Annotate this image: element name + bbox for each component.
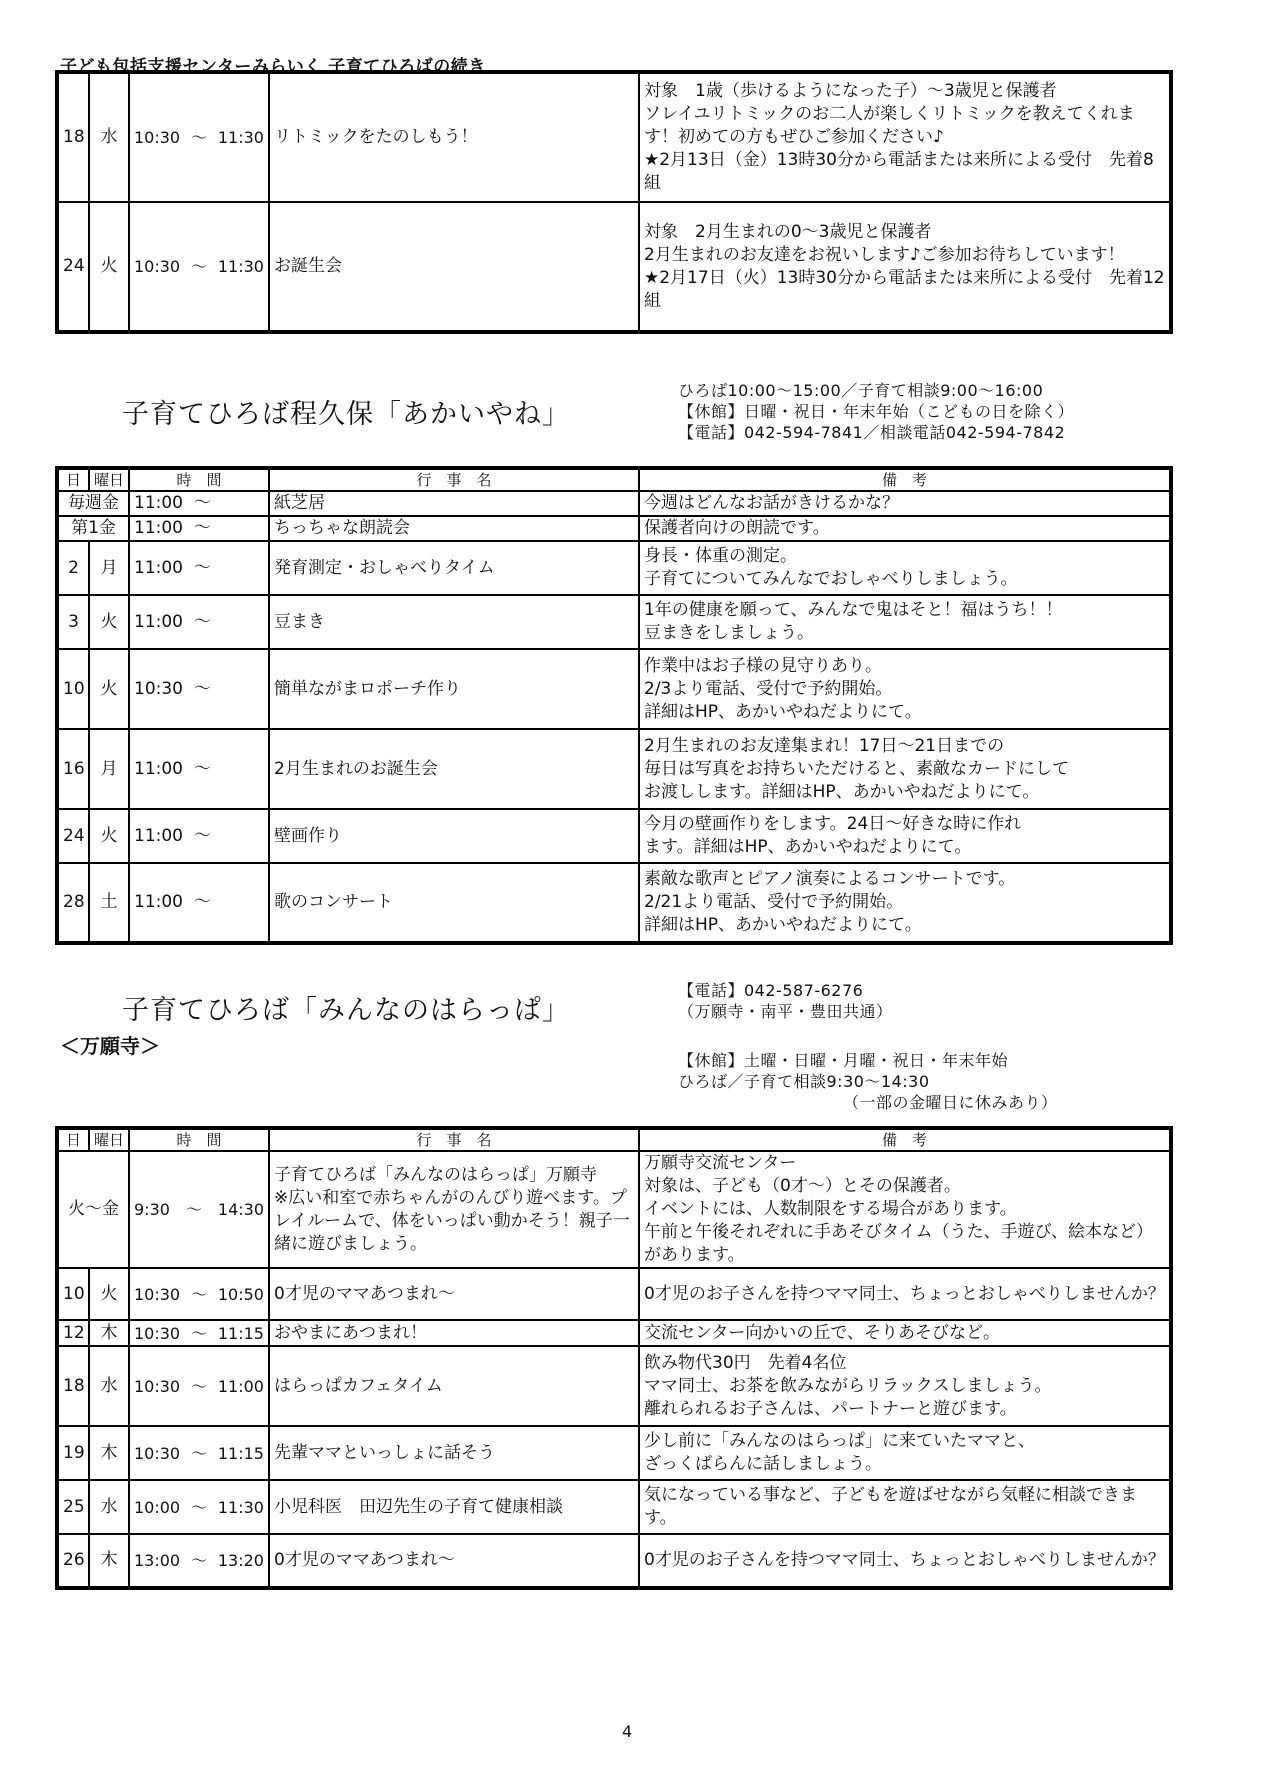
- notes-cell: 今週はどんなお話がきけるかな？: [639, 491, 1171, 516]
- time-cell: 10:30 ～ 11:15: [129, 1320, 269, 1346]
- day-cell: 18: [57, 1346, 89, 1426]
- weekday-cell: 火: [89, 1268, 129, 1320]
- notes-cell: 少し前に「みんなのはらっぱ」に来ていたママと、 ざっくばらんに話しましょう。: [639, 1426, 1171, 1480]
- event-cell: 紙芝居: [269, 491, 639, 516]
- table-row: [57, 1268, 1171, 1320]
- notes-cell: 気になっている事など、子どもを遊ばせながら気軽に相談できます。: [639, 1480, 1171, 1534]
- table-row: [57, 809, 1171, 863]
- table-header-row: [57, 468, 1171, 491]
- notes-cell: 対象 1歳（歩けるようになった子）～3歳児と保護者 ソレイユリトミックのお二人が楽しくリトミックを教えてくれます！初めての方もぜひご参加ください♪ ★2月13日（金）13時30分から電話または来所による受付 先着8組: [639, 72, 1171, 202]
- header-weekday: 曜日: [89, 468, 129, 491]
- time-cell: 9:30 ～ 14:30: [129, 1151, 269, 1268]
- time-cell: 13:00 ～ 13:20: [129, 1534, 269, 1588]
- harappa-title: 子育てひろば「みんなのはらっぱ」: [122, 995, 570, 1026]
- harappa-subtitle: ＜万願寺＞: [60, 1034, 160, 1058]
- weekday-cell: 月: [89, 729, 129, 809]
- header-time: 時 間: [129, 1128, 269, 1151]
- table-row: [57, 1346, 1171, 1426]
- time-cell: 10:00 ～ 11:30: [129, 1480, 269, 1534]
- time-cell: 10:30 ～ 10:50: [129, 1268, 269, 1320]
- table-row: [57, 1151, 1171, 1268]
- weekday-cell: 水: [89, 1346, 129, 1426]
- info-line: 【休館】土曜・日曜・月曜・祝日・年末年始: [678, 1051, 1009, 1070]
- table-row: [57, 729, 1171, 809]
- table-row: [57, 863, 1171, 943]
- continued-schedule-table: [55, 70, 1173, 334]
- table-row: [57, 1534, 1171, 1588]
- notes-cell: 素敵な歌声とピアノ演奏によるコンサートです。 2/21より電話、受付で予約開始。 詳細はHP、あかいやねだよりにて。: [639, 863, 1171, 943]
- time-cell: 11:00 ～: [129, 809, 269, 863]
- weekday-cell: 火: [89, 202, 129, 332]
- event-cell: リトミックをたのしもう！: [269, 72, 639, 202]
- event-cell: 小児科医 田辺先生の子育て健康相談: [269, 1480, 639, 1534]
- time-cell: 10:30 ～ 11:30: [129, 202, 269, 332]
- notes-cell: 作業中はお子様の見守りあり。 2/3より電話、受付で予約開始。 詳細はHP、あかいやねだよりにて。: [639, 649, 1171, 729]
- time-cell: 11:00 ～: [129, 541, 269, 595]
- day-cell: 26: [57, 1534, 89, 1588]
- event-cell: 0才児のママあつまれ～: [269, 1268, 639, 1320]
- notes-cell: 対象 2月生まれの0～3歳児と保護者 2月生まれのお友達をお祝いします♪ご参加お待ちしています！ ★2月17日（火）13時30分から電話または来所による受付 先着12組: [639, 202, 1171, 332]
- notes-cell: 0才児のお子さんを持つママ同士、ちょっとおしゃべりしませんか？: [639, 1268, 1171, 1320]
- table-row: [57, 595, 1171, 649]
- day-cell: 24: [57, 809, 89, 863]
- event-cell: 歌のコンサート: [269, 863, 639, 943]
- day-cell: 25: [57, 1480, 89, 1534]
- regular-label-cell: 毎週金: [57, 491, 129, 516]
- notes-cell: 身長・体重の測定。 子育てについてみんなでおしゃべりしましょう。: [639, 541, 1171, 595]
- table-row: [57, 649, 1171, 729]
- notes-cell: 1年の健康を願って、みんなで鬼はそと！福はうち！！ 豆まきをしましょう。: [639, 595, 1171, 649]
- harappa-schedule-table: [55, 1126, 1173, 1590]
- event-cell: 子育てひろば「みんなのはらっぱ」万願寺 ※広い和室で赤ちゃんがのんびり遊べます。プレイルームで、体をいっぱい動かそう！親子一緒に遊びましょう。: [269, 1151, 639, 1268]
- info-line: 【電話】042-587-6276: [678, 981, 864, 1000]
- harappa-phone-info: [678, 980, 893, 1022]
- event-cell: 発育測定・おしゃべりタイム: [269, 541, 639, 595]
- notes-cell: 今月の壁画作りをします。24日～好きな時に作れ ます。詳細はHP、あかいやねだよりにて。: [639, 809, 1171, 863]
- day-cell: 2: [57, 541, 89, 595]
- time-cell: 10:30 ～ 11:00: [129, 1346, 269, 1426]
- header-notes: 備 考: [639, 468, 1171, 491]
- header-time: 時 間: [129, 468, 269, 491]
- event-cell: 豆まき: [269, 595, 639, 649]
- table-row: [57, 491, 1171, 516]
- time-cell: 10:30 ～: [129, 649, 269, 729]
- event-cell: ちっちゃな朗読会: [269, 516, 639, 541]
- day-cell: 10: [57, 1268, 89, 1320]
- header-notes: 備 考: [639, 1128, 1171, 1151]
- info-line: ひろば10:00～15:00／子育て相談9:00～16:00: [678, 381, 1044, 400]
- day-cell: 16: [57, 729, 89, 809]
- weekday-cell: 火: [89, 809, 129, 863]
- weekday-cell: 月: [89, 541, 129, 595]
- day-cell: 19: [57, 1426, 89, 1480]
- harappa-hours-info: [678, 1050, 1058, 1113]
- table-row: [57, 1426, 1171, 1480]
- table-row: [57, 1480, 1171, 1534]
- info-line: （一部の金曜日に休みあり）: [843, 1093, 1058, 1112]
- weekday-cell: 火: [89, 595, 129, 649]
- day-cell: 10: [57, 649, 89, 729]
- weekday-cell: 火: [89, 649, 129, 729]
- weekday-cell: 水: [89, 72, 129, 202]
- info-line: 【電話】042-594-7841／相談電話042-594-7842: [678, 423, 1066, 442]
- table-row: [57, 1320, 1171, 1346]
- header-event: 行 事 名: [269, 468, 639, 491]
- table-row: [57, 72, 1171, 202]
- time-cell: 11:00 ～: [129, 863, 269, 943]
- page-number: 4: [622, 1722, 633, 1741]
- event-cell: 簡単ながまロポーチ作り: [269, 649, 639, 729]
- table-row: [57, 202, 1171, 332]
- header-day: 日: [57, 468, 89, 491]
- regular-label-cell: 火～金: [57, 1151, 129, 1268]
- table-row: [57, 516, 1171, 541]
- time-cell: 10:30 ～ 11:15: [129, 1426, 269, 1480]
- time-cell: 11:00 ～: [129, 516, 269, 541]
- event-cell: 先輩ママといっしょに話そう: [269, 1426, 639, 1480]
- info-line: ひろば／子育て相談9:30～14:30: [678, 1072, 930, 1091]
- event-cell: お誕生会: [269, 202, 639, 332]
- weekday-cell: 水: [89, 1480, 129, 1534]
- time-cell: 11:00 ～: [129, 491, 269, 516]
- day-cell: 24: [57, 202, 89, 332]
- notes-cell: 交流センター向かいの丘で、そりあそびなど。: [639, 1320, 1171, 1346]
- weekday-cell: 木: [89, 1534, 129, 1588]
- header-event: 行 事 名: [269, 1128, 639, 1151]
- table-header-row: [57, 1128, 1171, 1151]
- event-cell: おやまにあつまれ！: [269, 1320, 639, 1346]
- event-cell: 2月生まれのお誕生会: [269, 729, 639, 809]
- akaiyane-schedule-table: [55, 466, 1173, 945]
- info-line: （万願寺・南平・豊田共通）: [678, 1002, 893, 1021]
- notes-cell: 飲み物代30円 先着4名位 ママ同士、お茶を飲みながらリラックスしましょう。 離れられるお子さんは、パートナーと遊びます。: [639, 1346, 1171, 1426]
- day-cell: 18: [57, 72, 89, 202]
- day-cell: 28: [57, 863, 89, 943]
- akaiyane-title: 子育てひろば程久保「あかいやね」: [122, 399, 570, 430]
- regular-label-cell: 第1金: [57, 516, 129, 541]
- time-cell: 11:00 ～: [129, 729, 269, 809]
- header-day: 日: [57, 1128, 89, 1151]
- weekday-cell: 土: [89, 863, 129, 943]
- header-weekday: 曜日: [89, 1128, 129, 1151]
- weekday-cell: 木: [89, 1426, 129, 1480]
- event-cell: 壁画作り: [269, 809, 639, 863]
- event-cell: はらっぱカフェタイム: [269, 1346, 639, 1426]
- page-header: 子ども包括支援センターみらいく 子育てひろばの続き: [60, 57, 486, 77]
- day-cell: 3: [57, 595, 89, 649]
- time-cell: 11:00 ～: [129, 595, 269, 649]
- notes-cell: 保護者向けの朗読です。: [639, 516, 1171, 541]
- table-row: [57, 541, 1171, 595]
- notes-cell: 0才児のお子さんを持つママ同士、ちょっとおしゃべりしませんか？: [639, 1534, 1171, 1588]
- time-cell: 10:30 ～ 11:30: [129, 72, 269, 202]
- notes-cell: 2月生まれのお友達集まれ！17日～21日までの 毎日は写真をお持ちいただけると、素敵なカードにして お渡しします。詳細はHP、あかいやねだよりにて。: [639, 729, 1171, 809]
- day-cell: 12: [57, 1320, 89, 1346]
- event-cell: 0才児のママあつまれ～: [269, 1534, 639, 1588]
- notes-cell: 万願寺交流センター 対象は、子ども（0才～）とその保護者。 イベントには、人数制限をする場合があります。 午前と午後それぞれに手あそびタイム（うた、手遊び、絵本など）があります。: [639, 1151, 1171, 1268]
- akaiyane-info: [678, 380, 1074, 443]
- info-line: 【休館】日曜・祝日・年末年始（こどもの日を除く）: [678, 402, 1075, 421]
- weekday-cell: 木: [89, 1320, 129, 1346]
